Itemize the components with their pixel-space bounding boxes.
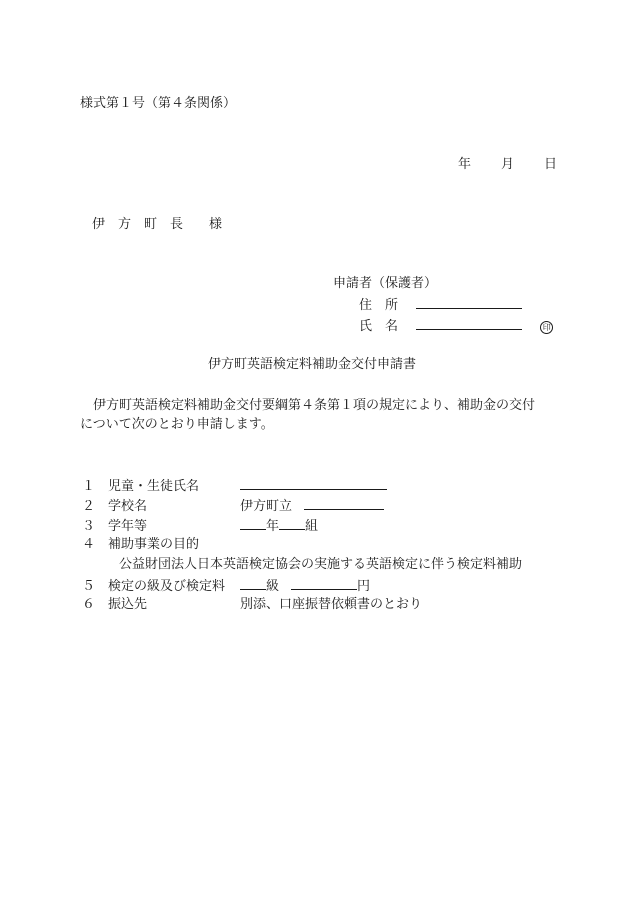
school-prefix: 伊方町立 bbox=[240, 499, 293, 514]
addressee bbox=[92, 217, 222, 233]
item-label: 補助事業の目的 bbox=[108, 537, 200, 552]
address-label: 住 所 bbox=[359, 298, 399, 313]
item-exam-level-fee bbox=[82, 577, 370, 595]
body-line-1: 伊方町英語検定料補助金交付要綱第４条第１項の規定により、補助金の交付 bbox=[93, 398, 536, 413]
name-label: 氏 名 bbox=[359, 319, 399, 334]
item-number: ６ bbox=[82, 597, 96, 612]
transfer-value: 別添、口座振替依頼書のとおり bbox=[240, 597, 423, 612]
school-name-field[interactable] bbox=[304, 497, 384, 510]
level-unit: 級 bbox=[266, 579, 280, 594]
addressee-honorific: 様 bbox=[209, 217, 223, 232]
applicant-name-row bbox=[359, 317, 553, 335]
item-grade bbox=[82, 517, 318, 535]
addressee-name: 伊 方 町 長 bbox=[92, 217, 184, 232]
item-number: ３ bbox=[82, 519, 96, 534]
level-field[interactable] bbox=[240, 577, 266, 590]
grade-unit: 年 bbox=[266, 519, 280, 534]
item-label: 振込先 bbox=[108, 597, 148, 612]
item-transfer bbox=[82, 597, 422, 613]
class-field[interactable] bbox=[279, 517, 305, 530]
item-number: １ bbox=[82, 479, 96, 494]
class-unit: 組 bbox=[305, 519, 319, 534]
applicant-address-row bbox=[359, 296, 522, 314]
body-line-2: について次のとおり申請します。 bbox=[80, 417, 274, 432]
date-line bbox=[458, 157, 557, 173]
form-number: 様式第１号（第４条関係） bbox=[80, 96, 237, 111]
item-child-name bbox=[82, 477, 387, 495]
item-label: 検定の級及び検定料 bbox=[108, 579, 226, 594]
fee-field[interactable] bbox=[291, 577, 357, 590]
fee-unit: 円 bbox=[357, 579, 371, 594]
document-title: 伊方町英語検定料補助金交付申請書 bbox=[208, 357, 417, 372]
item-label: 児童・生徒氏名 bbox=[108, 479, 200, 494]
date-year-label: 年 bbox=[458, 157, 472, 172]
item-number: ４ bbox=[82, 537, 96, 552]
purpose-detail: 公益財団法人日本英語検定協会の実施する英語検定に伴う検定料補助 bbox=[119, 557, 523, 572]
grade-field[interactable] bbox=[240, 517, 266, 530]
applicant-heading: 申請者（保護者） bbox=[333, 276, 438, 291]
item-number: ２ bbox=[82, 499, 96, 514]
address-field[interactable] bbox=[416, 296, 522, 309]
item-label: 学年等 bbox=[108, 519, 148, 534]
child-name-field[interactable] bbox=[240, 477, 387, 490]
seal-mark: 印 bbox=[540, 321, 553, 334]
applicant-name-field[interactable] bbox=[416, 317, 522, 330]
date-day-label: 日 bbox=[544, 157, 558, 172]
item-number: ５ bbox=[82, 579, 96, 594]
item-purpose bbox=[82, 537, 240, 553]
date-month-label: 月 bbox=[501, 157, 515, 172]
item-school bbox=[82, 497, 384, 515]
item-label: 学校名 bbox=[108, 499, 148, 514]
